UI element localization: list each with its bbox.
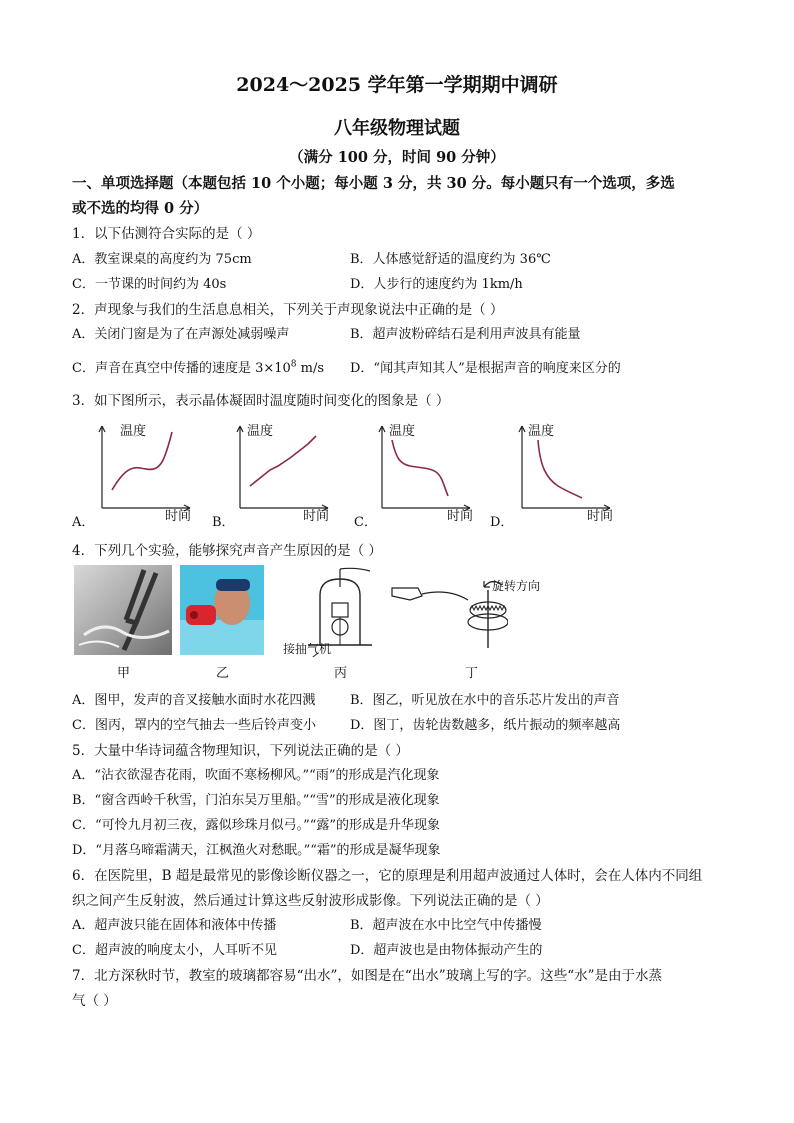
- q3-graph-d-xlabel: 时间: [587, 509, 614, 524]
- q3-curve-c: [392, 440, 448, 496]
- q2-option-b: B．超声波粉碎结石是利用声波具有能量: [350, 327, 581, 342]
- q5-stem: 5．大量中华诗词蕴含物理知识，下列说法正确的是（ ）: [72, 743, 409, 759]
- q6-option-b: B．超声波在水中比空气中传播慢: [350, 918, 542, 933]
- section-heading-line2: 或不选的均得 0 分）: [72, 200, 209, 217]
- q3-graph-a-ylabel: 温度: [120, 424, 147, 439]
- q2-option-a: A．关闭门窗是为了在声源处减弱噪声: [72, 327, 290, 342]
- q3-graph-c-xlabel: 时间: [447, 509, 474, 524]
- q7-stem-line1: 7．北方深秋时节，教室的玻璃都容易“出水”，如图是在“出水”玻璃上写的字。这些“水”是由于水蒸: [72, 968, 662, 984]
- q3-option-a: A．: [72, 515, 95, 530]
- q4-option-a: A．图甲，发声的音叉接触水面时水花四溅: [72, 693, 316, 708]
- rotation-direction-label: 旋转方向: [492, 579, 541, 593]
- q4-label-ding: 丁: [465, 666, 479, 681]
- q2-option-d: D．“闻其声知其人”是根据声音的响度来区分的: [350, 361, 621, 376]
- q3-option-b: B．: [212, 515, 235, 530]
- q2-option-c-exponent: 8: [290, 359, 297, 370]
- q3-graph-d-ylabel: 温度: [528, 424, 555, 439]
- q2-option-c-text: C．声音在真空中传播的速度是 3×10: [72, 361, 291, 376]
- q1-stem: 1．以下估测符合实际的是（ ）: [72, 226, 261, 242]
- q3-graph-a-xlabel: 时间: [165, 509, 192, 524]
- q1-option-d: D．人步行的速度约为 1km/h: [350, 277, 523, 292]
- q3-graph-b-xlabel: 时间: [303, 509, 330, 524]
- q4-stem: 4．下列几个实验，能够探究声音产生原因的是（ ）: [72, 543, 382, 559]
- q1-option-a: A．教室课桌的高度约为 75cm: [72, 252, 252, 267]
- q6-option-d: D．超声波也是由物体振动产生的: [350, 943, 543, 958]
- q3-option-d: D．: [490, 515, 514, 530]
- pump-label: 接抽气机: [283, 642, 332, 656]
- q2-option-c: [72, 357, 324, 376]
- q4-option-b: B．图乙，听见放在水中的音乐芯片发出的声音: [350, 693, 620, 708]
- section-heading-line1: 一、单项选择题（本题包括 10 个小题；每小题 3 分，共 30 分。每小题只有一个选项，多选: [72, 175, 675, 192]
- q4-label-yi: 乙: [216, 666, 230, 681]
- exam-subtitle: 八年级物理试题: [334, 118, 460, 139]
- q3-stem: 3．如下图所示，表示晶体凝固时温度随时间变化的图象是（ ）: [72, 393, 450, 409]
- music-chip-underwater-photo: [180, 565, 264, 655]
- q4-option-d: D．图丁，齿轮齿数越多，纸片振动的频率越高: [350, 718, 621, 733]
- q5-option-d: D．“月落乌啼霜满天，江枫渔火对愁眠。”“霜”的形成是凝华现象: [72, 843, 441, 858]
- q6-stem-line1: 6．在医院里，B 超是最常见的影像诊断仪器之一，它的原理是利用超声波通过人体时，会在人体内不同组: [72, 868, 703, 884]
- q6-option-a: A．超声波只能在固体和液体中传播: [72, 918, 277, 933]
- q7-stem-line2: 气（ ）: [72, 993, 117, 1009]
- exam-note: （满分 100 分，时间 90 分钟）: [289, 149, 505, 166]
- q3-option-c: C．: [354, 515, 377, 530]
- q2-option-c-unit: m/s: [296, 361, 325, 376]
- q2-stem: 2．声现象与我们的生活息息相关，下列关于声现象说法中正确的是（ ）: [72, 302, 504, 318]
- q4-label-jia: 甲: [117, 666, 131, 681]
- q3-graph-c-ylabel: 温度: [389, 424, 416, 439]
- q5-option-c: C．“可怜九月初三夜，露似珍珠月似弓。”“露”的形成是升华现象: [72, 818, 441, 833]
- q6-option-c: C．超声波的响度太小，人耳听不见: [72, 943, 277, 958]
- tuning-fork-water-photo: [74, 565, 172, 655]
- q5-option-a: A．“沾衣欲湿杏花雨，吹面不寒杨柳风。”“雨”的形成是汽化现象: [72, 768, 440, 783]
- q3-curve-b: [250, 436, 316, 486]
- q3-curve-a: [112, 432, 172, 490]
- q1-option-c: C．一节课的时间约为 40s: [72, 277, 227, 292]
- q6-stem-line2: 织之间产生反射波，然后通过计算这些反射波形成影像。下列说法正确的是（ ）: [72, 893, 549, 909]
- q3-graph-b-ylabel: 温度: [247, 424, 274, 439]
- q3-curve-d: [538, 440, 582, 498]
- q1-option-b: B．人体感觉舒适的温度约为 36℃: [350, 252, 551, 267]
- exam-title: 2024～2025 学年第一学期期中调研: [236, 74, 558, 96]
- q5-option-b: B．“窗含西岭千秋雪，门泊东吴万里船。”“雪”的形成是液化现象: [72, 793, 440, 808]
- q4-label-bing: 丙: [334, 666, 348, 681]
- q4-option-c: C．图丙，罩内的空气抽去一些后铃声变小: [72, 718, 316, 733]
